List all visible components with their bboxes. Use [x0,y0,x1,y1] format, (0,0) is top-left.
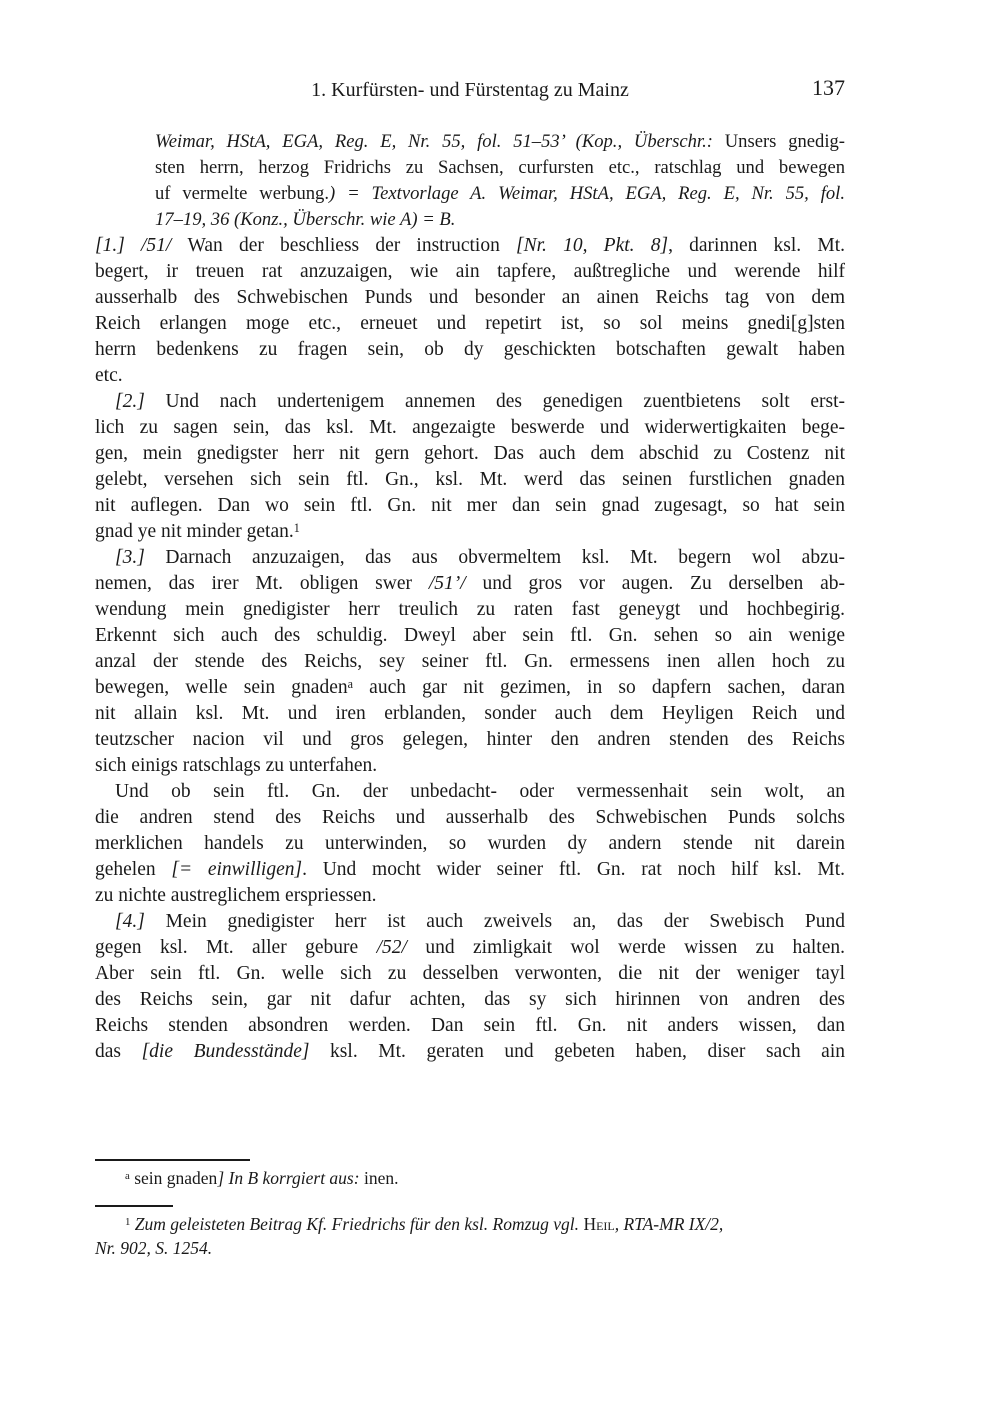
text-segment: ) = Textvorlage A. Weimar, HStA, EGA, Reg. E, Nr. 55, fol. [329,183,845,204]
text-line [155,207,845,233]
text-segment: das [95,1041,142,1062]
text-line [95,1166,845,1190]
text-segment: Darnach anzuzaigen, das aus obvermeltem ksl. Mt. begern wol abzu- [165,547,845,568]
text-segment: nit allain ksl. Mt. und iren erblanden, sonder auch dem Heyligen Reich und [95,703,845,724]
text-segment: . Und mocht wider seiner ftl. Gn. rat noch hilf ksl. Mt. [302,859,846,880]
text-segment: Reich erlangen moge etc., erneuet und repetirt ist, so sol meins gnedi[g]sten [95,313,845,334]
text-segment: ausserhalb des Schwebischen Punds und besonder an ainen Reichs tag von dem [95,287,845,308]
text-segment: anzal der stende des Reichs, sey seiner ftl. Gn. ermessens inen allen hoch zu [95,651,845,672]
text-line [95,259,845,285]
page-number: 137 [812,75,845,100]
source-citation-block [155,129,845,233]
text-segment: /52/ [376,937,407,958]
text-line [95,1039,845,1065]
text-segment: bewegen, welle sein gnaden [95,677,348,698]
footnote-marker: 1 [125,1216,131,1229]
text-line [95,467,845,493]
chapter-title: 1. Kurfürsten- und Fürstentag zu Mainz [311,79,629,101]
apparatus-footnote-block [95,1166,845,1190]
text-segment: Nr. 902, S. 1254. [95,1238,213,1258]
text-segment: gegen ksl. Mt. aller gebure [95,937,377,958]
apparatus-separator-rule [95,1159,250,1161]
footnote-marker: 1 [293,520,300,535]
footnotes-section [95,1159,845,1260]
text-segment: Erkennt sich auch des schuldig. Dweyl aber sein ftl. Gn. sehen so ain wenige [95,625,845,646]
text-segment: gehelen [95,859,172,880]
text-segment: Weimar, HStA, EGA, Reg. E, Nr. 55, fol. 51–53’ (Kop., Überschr.: [155,131,725,152]
text-line [95,987,845,1013]
text-segment: die andren stend des Reichs und ausserhalb des Schwebischen Punds solchs [95,807,845,828]
paragraph-5 [95,909,845,1065]
text-line [95,415,845,441]
text-segment: nit auflegen. Dan wo sein ftl. Gn. nit mer dan sein gnad zugesagt, so hat sein [95,495,845,516]
text-segment: [3.] [115,547,166,568]
text-segment: nemen, das irer Mt. obligen swer [95,573,429,594]
text-segment: [4.] [115,911,166,932]
text-segment: und gros vor augen. Zu derselben ab- [465,573,845,594]
text-line [155,155,845,181]
text-line [95,779,845,805]
text-segment: [die Bundesstände] [141,1041,310,1062]
text-segment: inen. [359,1168,399,1188]
commentary-separator-rule [95,1205,173,1207]
text-segment: teutzscher nacion vil und gros gelegen, hinter den andren stenden des Reichs [95,729,845,750]
paragraph-4 [95,779,845,909]
text-segment: zu nichte austreglichem erspriessen. [95,885,377,906]
text-line [95,649,845,675]
text-line [95,571,845,597]
text-segment: [Nr. 10, Pkt. 8] [516,235,669,256]
paragraph-2 [95,389,845,545]
text-line [95,961,845,987]
text-line [95,389,845,415]
footnote-marker: a [347,676,353,691]
text-segment: auch gar nit gezimen, in so dapfern sachen, daran [353,677,845,698]
text-segment: Reichs stenden absondren werden. Dan sein ftl. Gn. nit anders wissen, dan [95,1015,845,1036]
text-segment: Wan der beschliess der instruction [187,235,517,256]
text-segment: sich einigs ratschlags zu unterfahen. [95,755,378,776]
text-segment: Und nach undertenigem annemen des genedigen zuentbietens solt erst- [165,391,845,412]
text-line [155,129,845,155]
footnote-1 [95,1212,845,1260]
text-segment: [1.] /51/ [95,235,188,256]
text-line [95,493,845,519]
text-line [95,753,845,779]
paragraph-1 [95,233,845,389]
text-segment: Heil [583,1214,615,1234]
text-line [95,701,845,727]
text-line [95,285,845,311]
text-segment: Und ob sein ftl. Gn. der unbedacht- oder vermessenhait sein wolt, an [115,781,845,802]
commentary-footnote-block [95,1212,845,1260]
text-segment: [= einwilligen] [171,859,303,880]
text-segment: gnad ye nit minder getan. [95,521,294,542]
text-segment: etc. [95,365,123,386]
text-segment: , darinnen ksl. Mt. [668,235,845,256]
running-header [95,75,845,102]
text-line [95,623,845,649]
text-line [95,831,845,857]
text-segment: herrn bedenkens zu fragen sein, ob dy geschickten botschaften gewalt haben [95,339,845,360]
text-segment: ] In B korrgiert aus: [217,1168,360,1188]
text-segment: 17–19, 36 (Konz., Überschr. wie A) = B. [155,209,456,230]
text-line [95,1236,845,1260]
text-segment: Aber sein ftl. Gn. welle sich zu desselben verwonten, die nit der weniger tayl [95,963,845,984]
text-line [95,1212,845,1236]
source-citation [155,129,845,233]
text-segment: uf vermelte werbung. [155,183,330,204]
text-line [95,727,845,753]
text-segment: Mein gnedigister herr ist auch zweivels an, das der Swebisch Pund [165,911,845,932]
text-line [95,883,845,909]
text-line [95,233,845,259]
text-segment: gen, mein gnedigster herr nit gern gehort. Das auch dem abschid zu Costenz nit [95,443,845,464]
text-segment: ksl. Mt. geraten und gebeten haben, diser sach ain [309,1041,845,1062]
text-line [95,935,845,961]
text-segment: des Reichs sein, gar nit dafur achten, das sy sich hirinnen von andren des [95,989,845,1010]
text-line [95,597,845,623]
text-line [95,805,845,831]
text-segment: lich zu sagen sein, das ksl. Mt. angezaigte beswerde und widerwertigkaiten bege- [95,417,845,438]
document-body [95,233,845,1065]
text-segment: sein gnaden [129,1168,218,1188]
text-line [95,441,845,467]
text-line [95,311,845,337]
text-segment: /51’/ [428,573,466,594]
footnote-marker: a [125,1170,130,1183]
text-line [95,363,845,389]
text-segment: Zum geleisteten Beitrag Kf. Friedrichs für den ksl. Romzug vgl. [134,1214,584,1234]
text-line [95,337,845,363]
text-line [95,1013,845,1039]
text-segment: Unsers gnedig- [724,131,845,152]
text-line [155,181,845,207]
text-line [95,675,845,701]
text-segment: , RTA-MR IX/2, [614,1214,724,1234]
text-segment: gelebt, versehen sich sein ftl. Gn., ksl. Mt. werd das seinen furstlichen gnaden [95,469,845,490]
paragraph-3 [95,545,845,779]
text-segment: und zimligkait wol werde wissen zu halten. [406,937,846,958]
text-line [95,857,845,883]
text-line [95,545,845,571]
text-segment: merklichen handels zu unterwinden, so wurden dy andern stende nit darein [95,833,845,854]
text-segment: [2.] [115,391,166,412]
footnote-a [95,1166,845,1190]
text-segment: wendung mein gnedigister herr treulich zu raten fast geneygt und hochbegirig. [95,599,845,620]
text-segment: begert, ir treuen rat anzuzaigen, wie ain tapfere, außtregliche und werende hilf [95,261,845,282]
text-line [95,909,845,935]
text-line [95,519,845,545]
text-segment: sten herrn, herzog Fridrichs zu Sachsen, curfursten etc., ratschlag und bewegen [155,157,845,178]
